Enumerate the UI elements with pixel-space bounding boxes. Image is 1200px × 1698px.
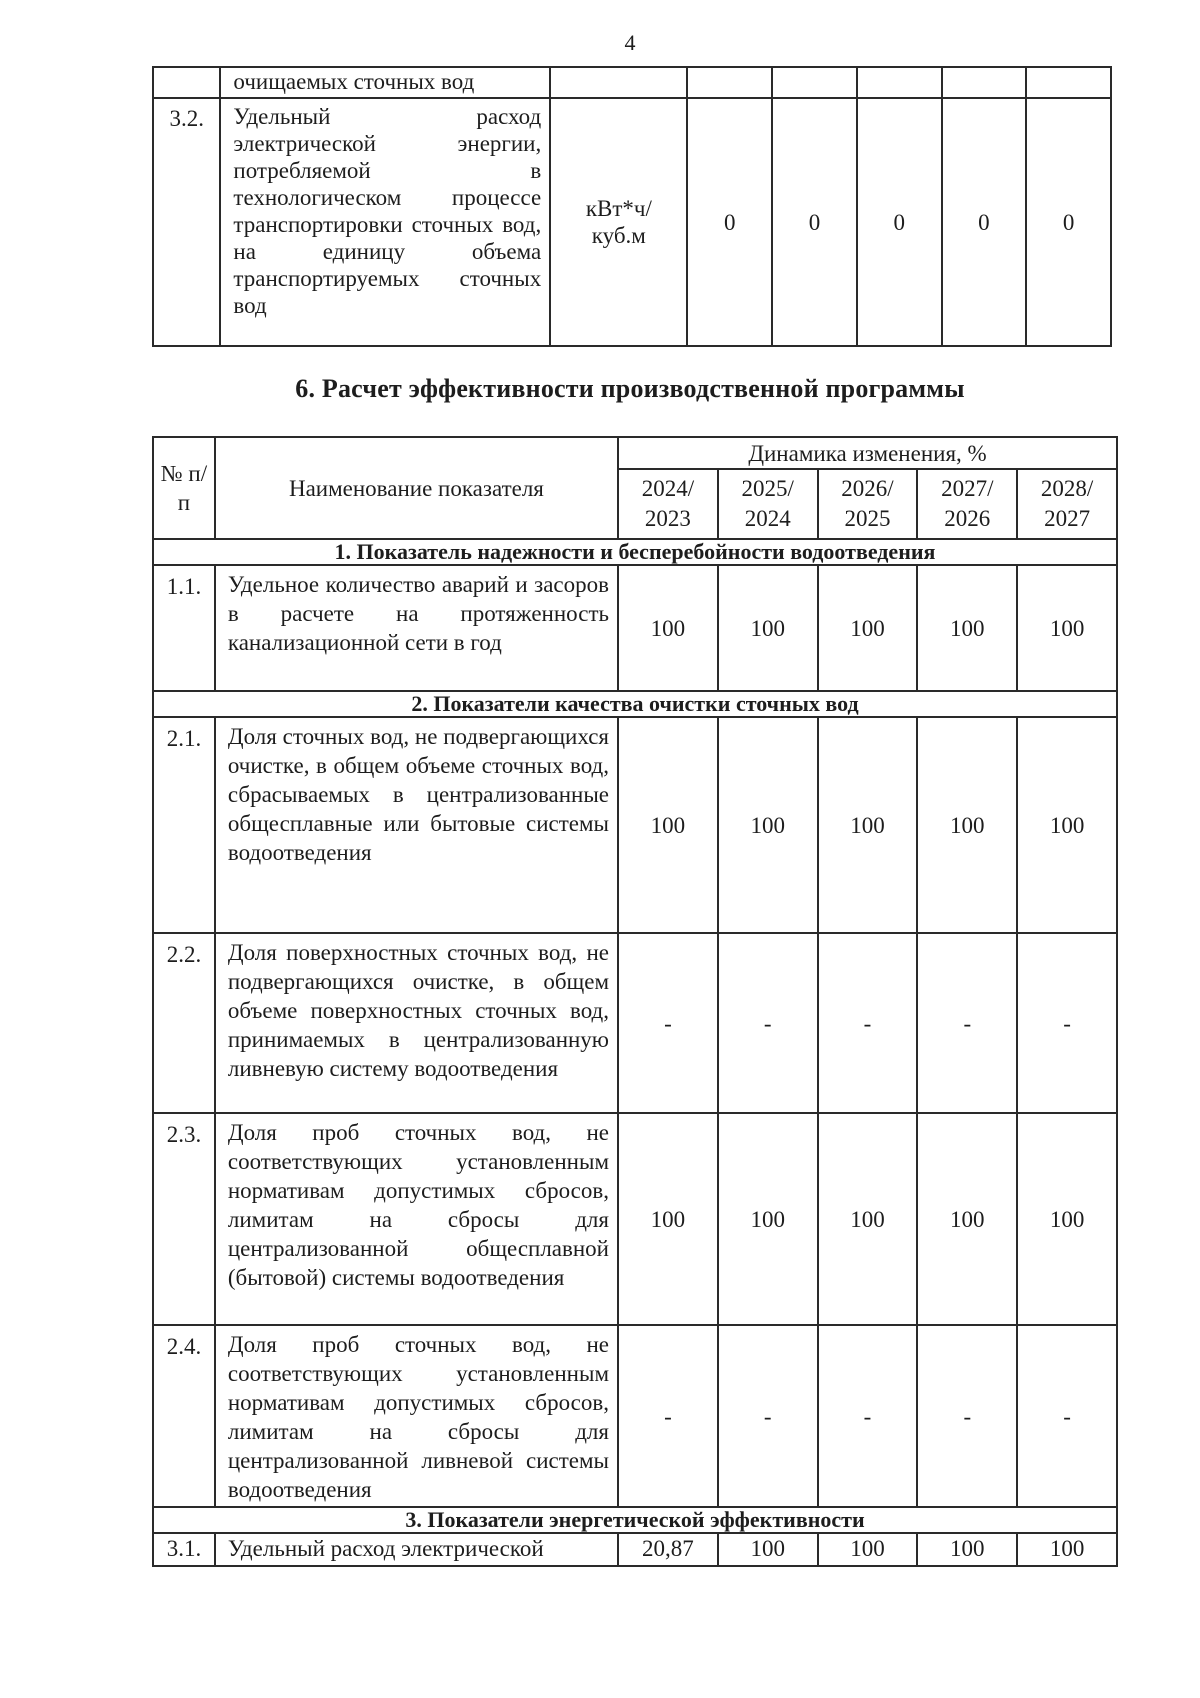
table-row [153,565,1117,691]
value-cell: 100 [718,1113,818,1325]
row-name: Удельное количество аварий и засоров в расчете на протяженность канализационной сети в год [215,565,618,691]
header-num: № п/п [153,437,215,539]
header-year: 2025/ 2024 [718,469,818,539]
row-name: Доля сточных вод, не подвергающихся очистке, в общем объеме сточных вод, сбрасываемых в централизованные общесплавные или бытовые системы водоотведения [215,717,618,933]
unit-cell: кВт*ч/ куб.м [550,98,687,346]
row-number: 1.1. [153,565,215,691]
value-cell: - [718,1325,818,1507]
row-number: 3.2. [153,98,220,346]
value-cell: - [1017,933,1117,1113]
value-cell: 100 [618,565,718,691]
table-row [153,1113,1117,1325]
value-cell: 0 [857,98,942,346]
unit-cell [550,67,687,98]
row-name: Доля поверхностных сточных вод, не подвергающихся очистке, в общем объеме поверхностных сточных вод, принимаемых в централизованную ливневую систему водоотведения [215,933,618,1113]
value-cell: 100 [917,717,1017,933]
table-row [153,98,1111,346]
value-cell: - [618,1325,718,1507]
value-cell: 100 [618,1113,718,1325]
table-row [153,933,1117,1113]
value-cell: 100 [718,1533,818,1566]
group-title: 2. Показатели качества очистки сточных вод [153,691,1117,717]
value-cell: 100 [1017,1533,1117,1566]
efficiency-table [152,436,1118,1567]
row-name: Доля проб сточных вод, не соответствующих установленным нормативам допустимых сбросов, лимитам на сбросы для централизованной ливневой системы водоотведения [215,1325,618,1507]
value-cell: 100 [818,717,918,933]
row-number: 3.1. [153,1533,215,1566]
value-cell: 100 [818,565,918,691]
value-cell: 100 [718,717,818,933]
header-year: 2026/ 2025 [818,469,918,539]
table-row [153,717,1117,933]
header-dynamics: Динамика изменения, % [618,437,1117,469]
value-cell: 100 [818,1113,918,1325]
value-cell: - [818,1325,918,1507]
header-year: 2024/ 2023 [618,469,718,539]
row-name: Удельный расход электрической энергии, потребляемой в технологическом процессе транспортировки сточных вод, на единицу объема транспортируемых сточных вод [220,98,550,346]
section-title: 6. Расчет эффективности производственной программы [295,374,965,403]
value-cell: 100 [917,565,1017,691]
value-cell: - [917,933,1017,1113]
value-cell: 100 [917,1113,1017,1325]
row-name: очищаемых сточных вод [220,67,550,98]
value-cell [687,67,772,98]
value-cell: 0 [687,98,772,346]
row-number [153,67,220,98]
value-cell: 0 [942,98,1027,346]
row-name: Доля проб сточных вод, не соответствующих установленным нормативам допустимых сбросов, лимитам на сбросы для централизованной общесплавной (бытовой) системы водоотведения [215,1113,618,1325]
row-number: 2.2. [153,933,215,1113]
value-cell [772,67,857,98]
value-cell: 0 [1026,98,1111,346]
group-title: 1. Показатель надежности и бесперебойности водоотведения [153,539,1117,565]
table-row [153,67,1111,98]
group-header-row [153,691,1117,717]
header-year: 2028/ 2027 [1017,469,1117,539]
value-cell: 100 [1017,565,1117,691]
table-row [153,1325,1117,1507]
group-header-row [153,1507,1117,1533]
value-cell: 100 [818,1533,918,1566]
value-cell [857,67,942,98]
value-cell: 100 [718,565,818,691]
header-name: Наименование показателя [215,437,618,539]
value-cell: - [618,933,718,1113]
value-cell: 100 [917,1533,1017,1566]
page-number: 4 [624,30,636,55]
row-number: 2.3. [153,1113,215,1325]
row-number: 2.1. [153,717,215,933]
table-row [153,1533,1117,1566]
value-cell [1026,67,1111,98]
value-cell: 100 [618,717,718,933]
group-header-row [153,539,1117,565]
value-cell: - [818,933,918,1113]
value-cell [942,67,1027,98]
value-cell: - [1017,1325,1117,1507]
header-year: 2027/ 2026 [917,469,1017,539]
value-cell: - [917,1325,1017,1507]
value-cell: 100 [1017,717,1117,933]
header-row [153,437,1117,469]
top-table [152,66,1112,347]
row-name: Удельный расход электрической [215,1533,618,1566]
value-cell: - [718,933,818,1113]
group-title: 3. Показатели энергетической эффективности [153,1507,1117,1533]
value-cell: 20,87 [618,1533,718,1566]
value-cell: 100 [1017,1113,1117,1325]
row-number: 2.4. [153,1325,215,1507]
value-cell: 0 [772,98,857,346]
